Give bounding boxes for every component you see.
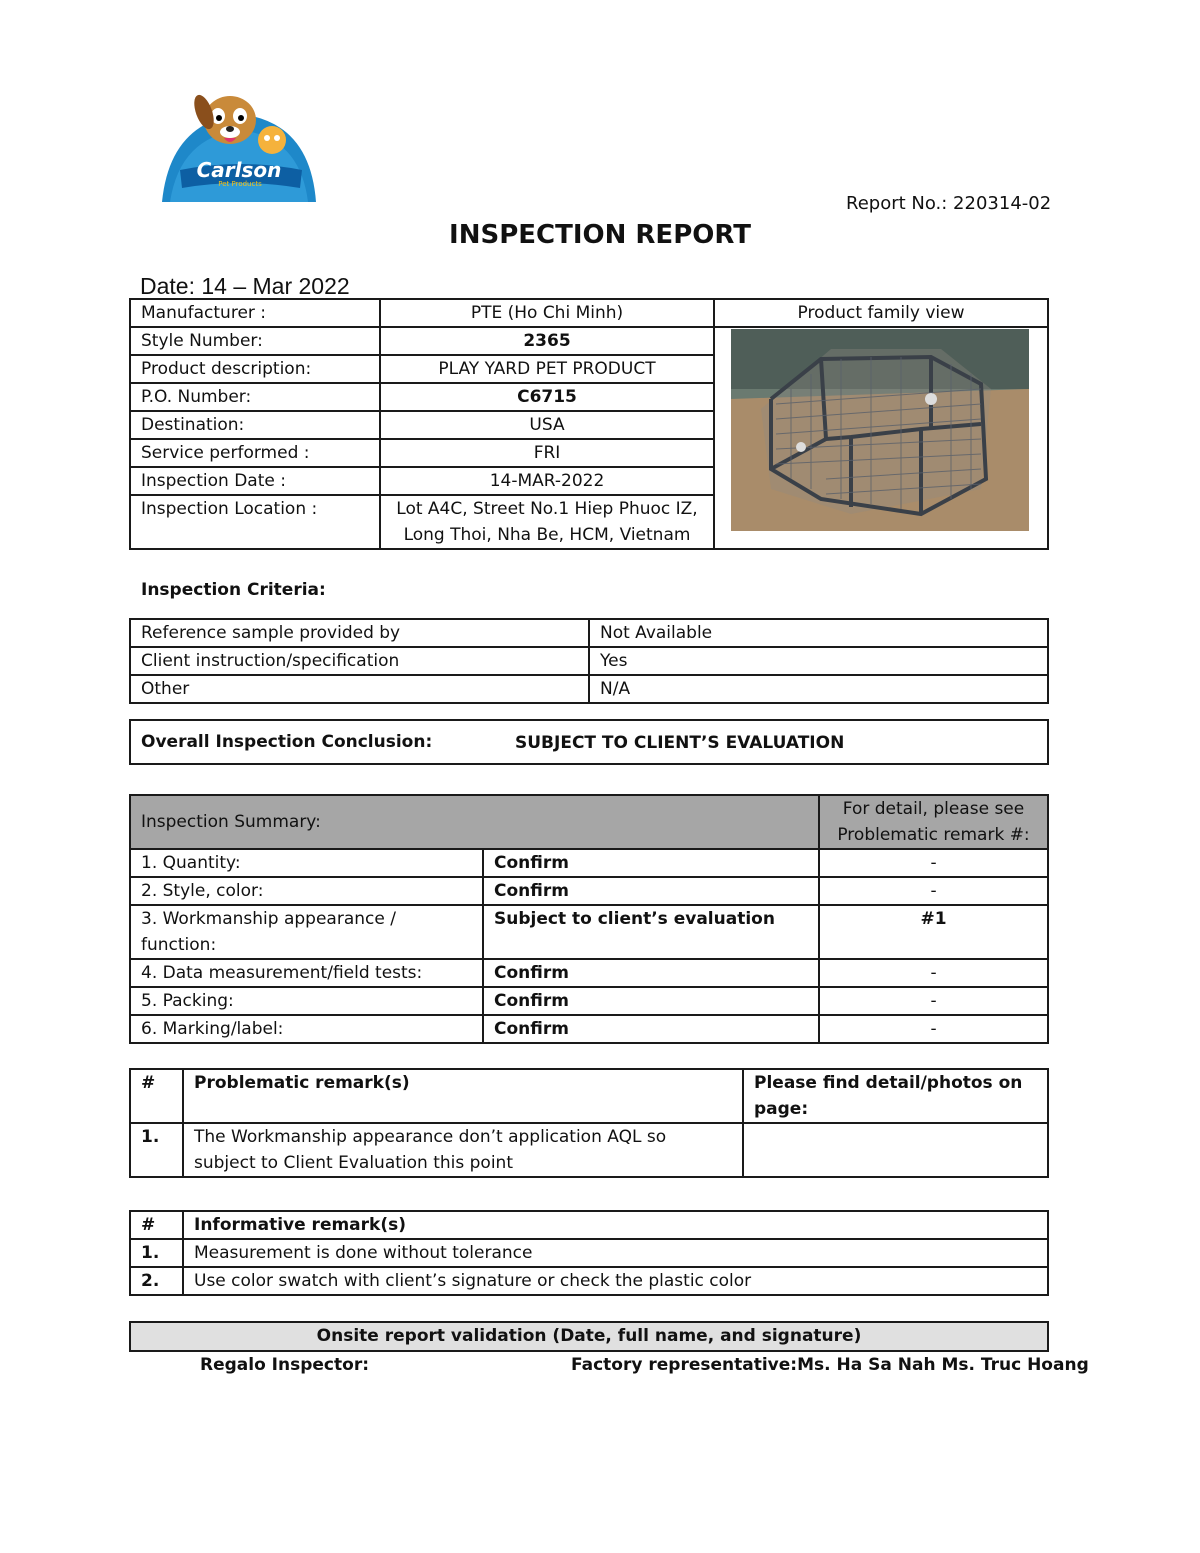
summary-result: Confirm [483, 1015, 819, 1043]
validation-box [129, 1321, 1049, 1352]
informative-remark: Measurement is done without tolerance [183, 1239, 1048, 1267]
summary-item [130, 905, 483, 959]
info-value: PLAY YARD PET PRODUCT [380, 355, 714, 383]
info-label: Manufacturer : [130, 299, 380, 327]
criteria-value: Yes [589, 647, 1048, 675]
info-value: C6715 [380, 383, 714, 411]
problematic-page [743, 1123, 1048, 1177]
informative-num: 2. [130, 1267, 183, 1295]
info-label: Destination: [130, 411, 380, 439]
summary-header: Inspection Summary: [130, 795, 819, 849]
conclusion-cell [130, 720, 1048, 764]
problematic-page-header [743, 1069, 1048, 1123]
report-number: Report No.: 220314-02 [846, 193, 1052, 214]
page-title: INSPECTION REPORT [449, 220, 751, 250]
info-label: P.O. Number: [130, 383, 380, 411]
summary-ref: - [819, 849, 1048, 877]
summary-result: Confirm [483, 959, 819, 987]
location-line: Long Thoi, Nha Be, HCM, Vietnam [403, 525, 691, 545]
criteria-heading: Inspection Criteria: [141, 580, 326, 600]
info-label: Inspection Location : [130, 495, 380, 549]
company-logo [160, 92, 318, 204]
summary-table [129, 794, 1049, 1044]
summary-result: Subject to client’s evaluation [483, 905, 819, 959]
summary-item: 1. Quantity: [130, 849, 483, 877]
info-value: USA [380, 411, 714, 439]
informative-remark: Use color swatch with client’s signature or check the plastic color [183, 1267, 1048, 1295]
factory-representative [571, 1353, 1089, 1377]
conclusion-value: SUBJECT TO CLIENT’S EVALUATION [515, 733, 845, 753]
page-header-line: page: [754, 1099, 809, 1119]
summary-item: 6. Marking/label: [130, 1015, 483, 1043]
detail-header-line: For detail, please see [842, 799, 1025, 819]
summary-item: 4. Data measurement/field tests: [130, 959, 483, 987]
summary-ref: - [819, 877, 1048, 905]
factory-names: Ms. Ha Sa Nah Ms. Truc Hoang [797, 1355, 1089, 1375]
info-label: Inspection Date : [130, 467, 380, 495]
summary-result: Confirm [483, 849, 819, 877]
summary-detail-header [819, 795, 1048, 849]
report-date: Date: 14 – Mar 2022 [140, 273, 350, 299]
info-label: Style Number: [130, 327, 380, 355]
validation-header: Onsite report validation (Date, full name, and signature) [130, 1322, 1048, 1351]
factory-label: Factory representative: [571, 1355, 798, 1375]
info-value: 2365 [380, 327, 714, 355]
summary-ref: - [819, 987, 1048, 1015]
informative-num: 1. [130, 1239, 183, 1267]
summary-ref: - [819, 959, 1048, 987]
product-photo-cell [714, 327, 1048, 549]
informative-num-header: # [130, 1211, 183, 1239]
summary-item-line: 3. Workmanship appearance / [141, 909, 396, 929]
info-value: PTE (Ho Chi Minh) [380, 299, 714, 327]
inspector-label: Regalo Inspector: [200, 1355, 369, 1375]
summary-result: Confirm [483, 987, 819, 1015]
problematic-table [129, 1068, 1049, 1178]
summary-item: 2. Style, color: [130, 877, 483, 905]
page-header-line: Please find detail/photos on [754, 1073, 1023, 1093]
problematic-remark [183, 1123, 743, 1177]
problematic-num: 1. [130, 1123, 183, 1177]
logo-sub-text: Pet Products [218, 180, 262, 188]
remark-line: subject to Client Evaluation this point [194, 1153, 513, 1173]
summary-ref: #1 [819, 905, 1048, 959]
summary-item: 5. Packing: [130, 987, 483, 1015]
criteria-table [129, 618, 1049, 704]
criteria-value: Not Available [589, 619, 1048, 647]
info-label: Service performed : [130, 439, 380, 467]
criteria-label: Other [130, 675, 589, 703]
info-label: Product description: [130, 355, 380, 383]
info-value: 14-MAR-2022 [380, 467, 714, 495]
info-value-location [380, 495, 714, 549]
summary-item-line: function: [141, 935, 217, 955]
remark-line: The Workmanship appearance don’t application AQL so [194, 1127, 667, 1147]
conclusion-label: Overall Inspection Conclusion: [141, 732, 433, 752]
problematic-remark-header: Problematic remark(s) [183, 1069, 743, 1123]
informative-table [129, 1210, 1049, 1296]
summary-result: Confirm [483, 877, 819, 905]
criteria-label: Reference sample provided by [130, 619, 589, 647]
informative-remark-header: Informative remark(s) [183, 1211, 1048, 1239]
location-line: Lot A4C, Street No.1 Hiep Phuoc IZ, [396, 499, 698, 519]
product-photo [731, 329, 1029, 531]
info-table [129, 298, 1049, 550]
logo-brand-text: Carlson [196, 158, 282, 182]
conclusion-box [129, 719, 1049, 765]
info-value: FRI [380, 439, 714, 467]
criteria-label: Client instruction/specification [130, 647, 589, 675]
detail-header-line: Problematic remark #: [837, 825, 1030, 845]
criteria-value: N/A [589, 675, 1048, 703]
problematic-num-header: # [130, 1069, 183, 1123]
summary-ref: - [819, 1015, 1048, 1043]
photo-header: Product family view [714, 299, 1048, 327]
